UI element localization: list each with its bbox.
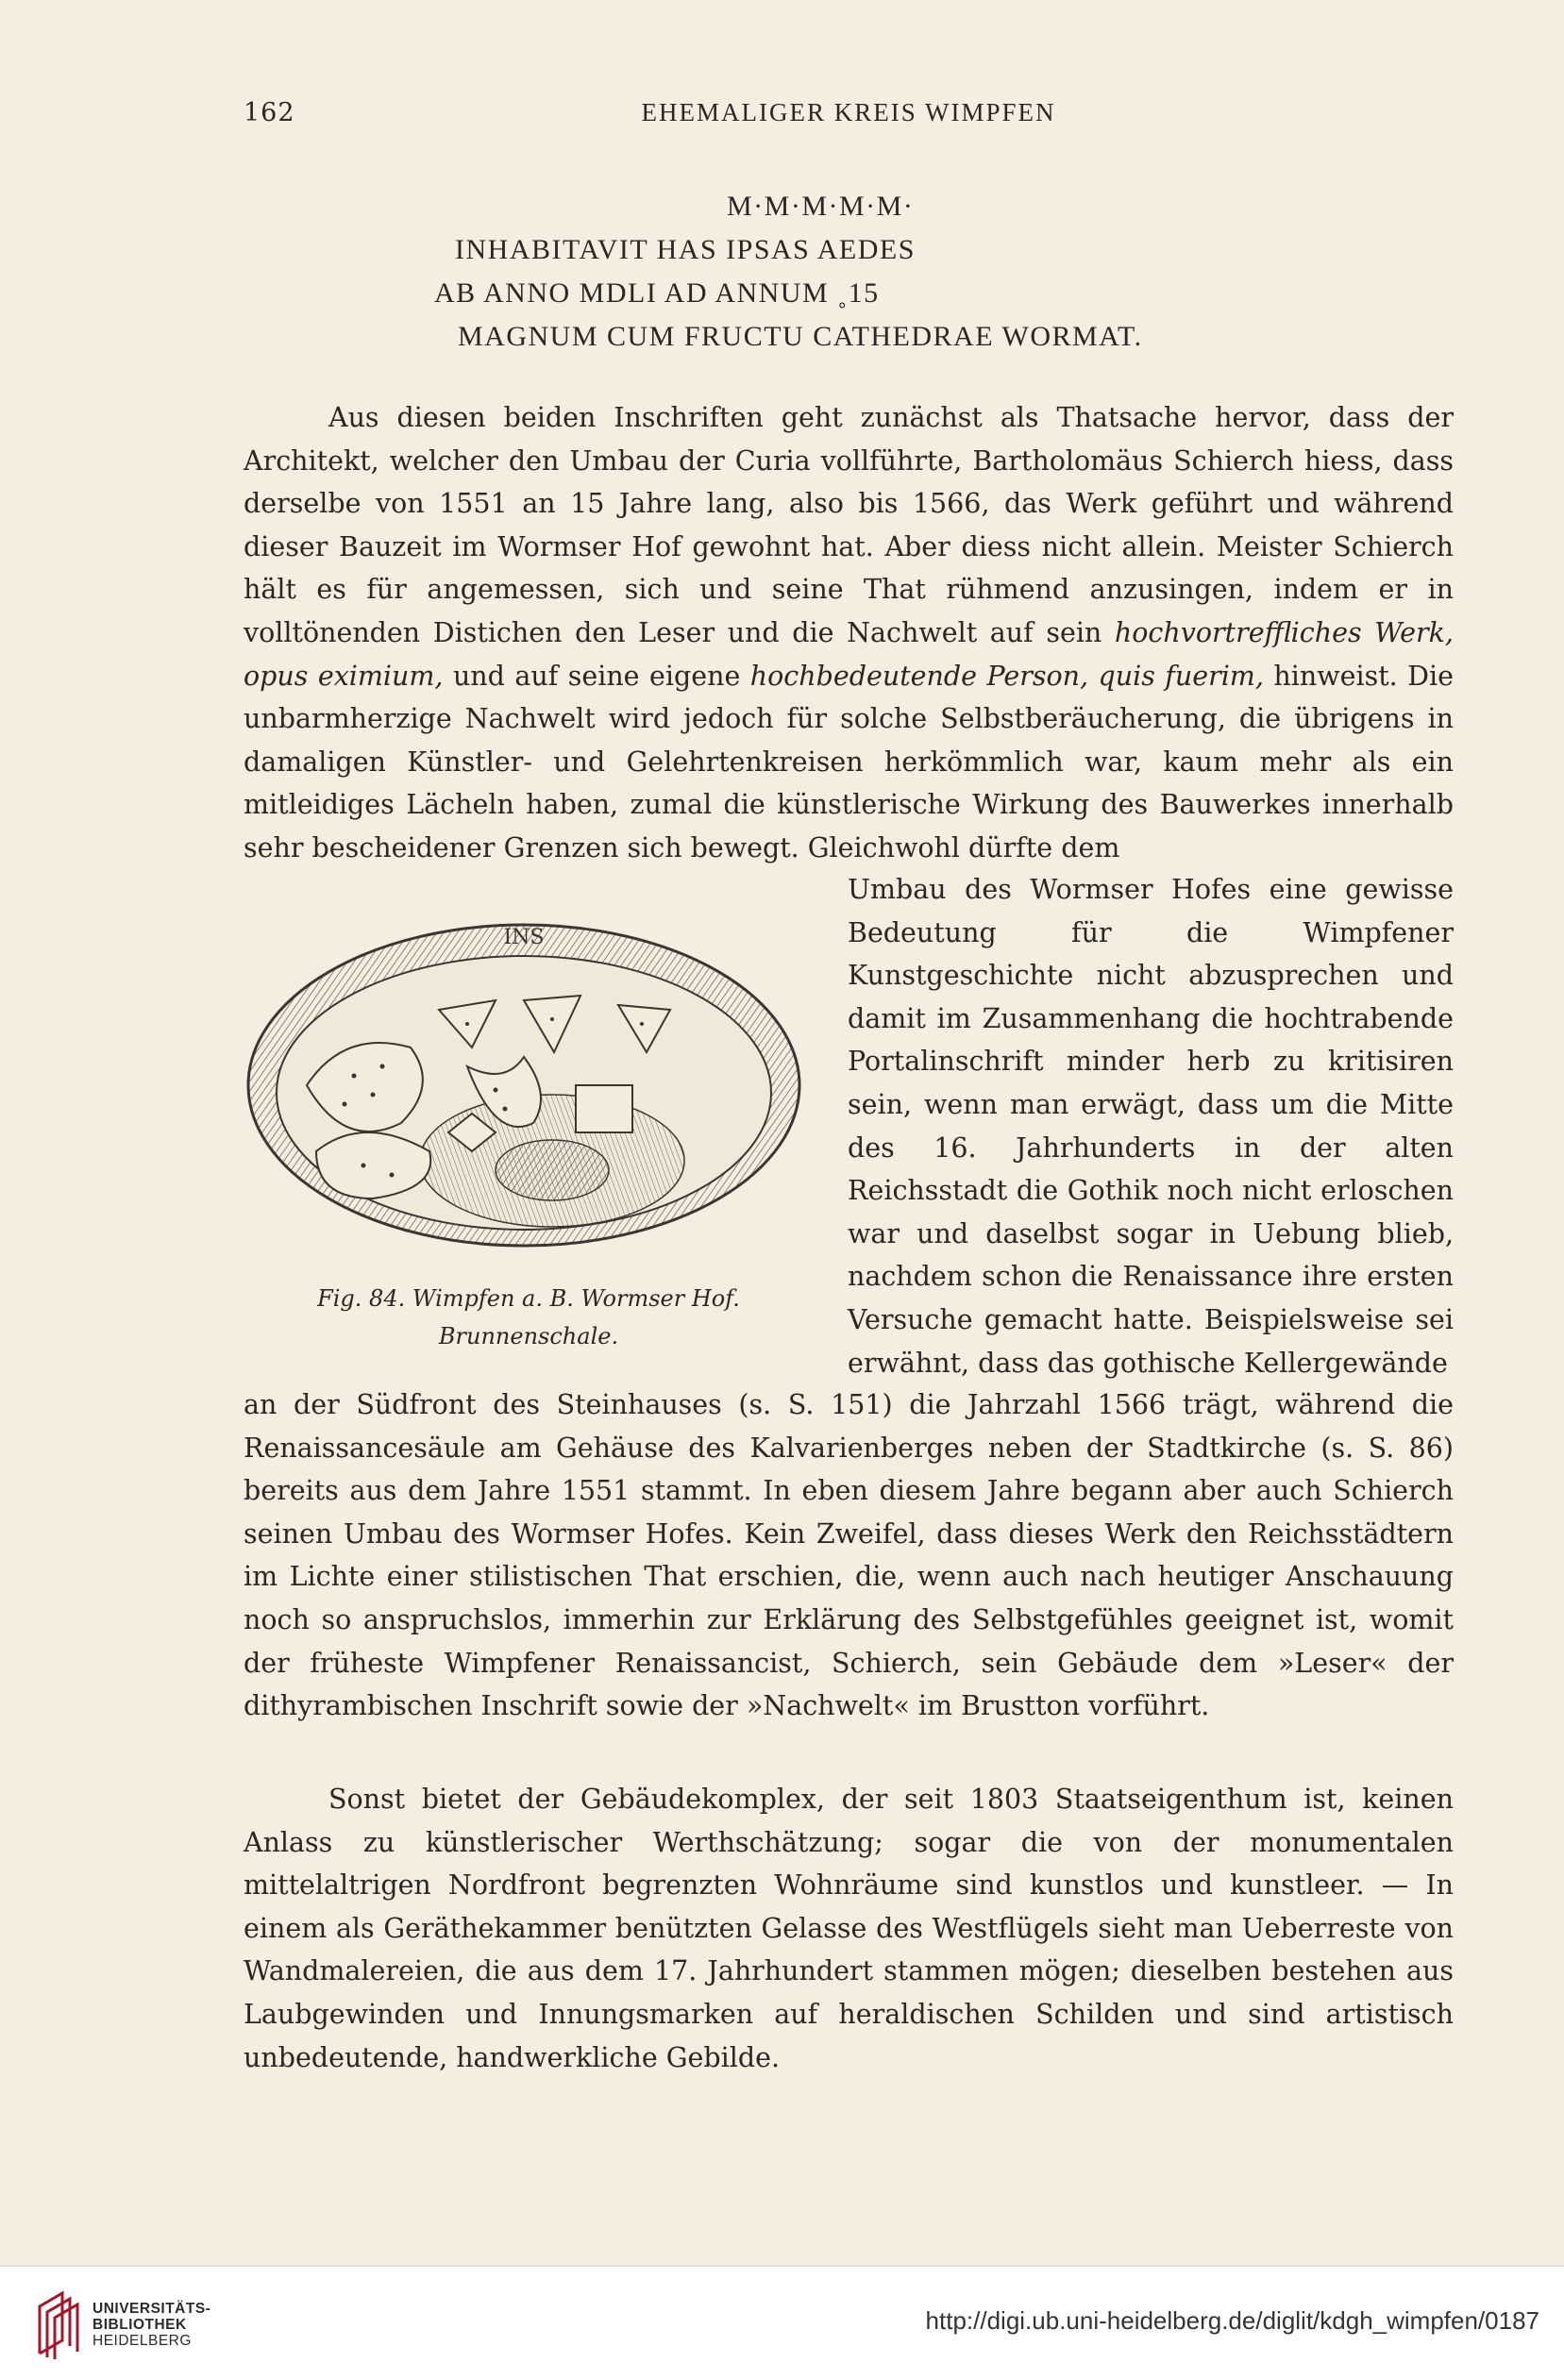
paragraph-beside-figure: Umbau des Wormser Hofes eine gewisse Bedeutung für die Wimpfener Kunstgeschichte nicht abzusprechen und damit im Zusammenhang die hochtrabende Portalinschrift minder herb zu kritisiren sein, wenn man erwägt, dass um die Mitte des 16. Jahrhunderts in der alten Reichsstadt die Gothik noch nicht erloschen war und daselbst sogar in Uebung blieb, nachdem schon die Renaissance ihre ersten Versuche gemacht hatte. Beispielsweise sei erwähnt, dass das gothische Kellergewände bbox=[848, 874, 1454, 1379]
basin-drawing bbox=[241, 906, 812, 1255]
paragraph bbox=[244, 1778, 1454, 2079]
inscription-line: MAGNUM CUM FRUCTU CATHEDRAE WORMAT. bbox=[458, 321, 1143, 352]
fountain-basin-illustration bbox=[241, 906, 812, 1255]
basin-rim-inscription: INS bbox=[503, 926, 545, 949]
paragraph bbox=[244, 396, 1454, 870]
caption-line: Fig. 84. Wimpfen a. B. Wormser Hof. bbox=[317, 1285, 740, 1312]
running-title: EHEMALIGER KREIS WIMPFEN bbox=[641, 98, 1056, 126]
italic-phrase: hochbedeutende Person, quis fuerim, bbox=[749, 660, 1264, 692]
paragraph bbox=[244, 1383, 1454, 1728]
library-logo-icon bbox=[34, 2288, 85, 2359]
italic-phrase: hochvortreffliches Werk, opus eximium, bbox=[244, 616, 1454, 692]
paragraph-text: und auf seine eigene bbox=[443, 660, 750, 692]
figure-caption bbox=[236, 1280, 821, 1355]
paragraph-text: an der Südfront des Steinhauses (s. S. 151) die Jahrzahl 1566 trägt, während die Renaissancesäule am Gehäuse des Kalvarienberges neben der Stadtkirche (s. S. 86) bereits aus dem Jahre 1551 stammt. In eben diesem Jahre begann aber auch Schierch seinen Umbau des Wormser Hofes. Kein Zweifel, dass dieses Werk den Reichsstädtern im Lichte einer stilistischen That erschien, die, wenn auch nach heutiger Anschauung noch so anspruchslos, immerhin zur Erklärung des Selbstgefühles geeignet ist, womit der früheste Wimpfener Renaissancist, Schierch, sein Gebäude dem »Leser« der dithyrambischen Inschrift sowie der »Nachwelt« im Brustton vorführt. bbox=[244, 1389, 1454, 1722]
library-name-line: BIBLIOTHEK bbox=[92, 2317, 187, 2333]
portal-inscription bbox=[415, 185, 1321, 359]
page-number: 162 bbox=[244, 98, 295, 127]
inscription-line: M·M·M·M·M· bbox=[727, 191, 915, 222]
page-header bbox=[244, 98, 1454, 136]
inscription-line: AB ANNO MDLI AD ANNUM ˳15 bbox=[434, 277, 880, 309]
paragraph-text: Aus diesen beiden Inschriften geht zunächst als Thatsache hervor, dass der Architekt, welcher den Umbau der Curia vollführte, Bartholomäus Schierch hiess, dass derselbe von 1551 an 15 Jahre lang, also bis 1566, das Werk geführt und während dieser Bauzeit im Wormser Hof gewohnt hat. Aber diess nicht allein. Meister Schierch hält es für angemessen, sich und seine That rühmend anzusingen, indem er in volltönenden Distichen den Leser und die Nachwelt auf sein bbox=[244, 402, 1454, 648]
inscription-line: INHABITAVIT HAS IPSAS AEDES bbox=[455, 234, 916, 265]
paragraph-text: Sonst bietet der Gebäudekomplex, der seit 1803 Staatseigenthum ist, keinen Anlass zu künstlerischer Werthschätzung; sogar die von der monumentalen mittelaltrigen Nordfront begrenzten Wohnräume sind kunstlos und kunstleer. — In einem als Geräthekammer benützten Gelasse des Westflügels sieht man Ueberreste von Wandmalereien, die aus dem 17. Jahrhundert stammen mögen; dieselben bestehen aus Laubgewinden und Innungsmarken auf heraldischen Schilden und sind artistisch unbedeutende, handwerkliche Gebilde. bbox=[244, 1784, 1454, 2073]
caption-line: Brunnenschale. bbox=[438, 1323, 619, 1349]
library-name-line: UNIVERSITÄTS- bbox=[92, 2301, 211, 2317]
source-url-link[interactable]: http://digi.ub.uni-heidelberg.de/diglit/kdgh_wimpfen/0187 bbox=[925, 2306, 1539, 2335]
library-name bbox=[92, 2301, 210, 2349]
library-name-line: HEIDELBERG bbox=[92, 2333, 192, 2349]
paragraph-text: hinweist. Die unbarmherzige Nachwelt wird jedoch für solche Selbstberäucherung, die übrigens in damaligen Künstler- und Gelehrtenkreisen herkömmlich war, kaum mehr als ein mitleidiges Lächeln haben, zumal die künstlerische Wirkung des Bauwerkes innerhalb sehr bescheidener Grenzen sich bewegt. Gleichwohl dürfte dem bbox=[244, 660, 1455, 863]
library-footer bbox=[0, 2265, 1564, 2380]
